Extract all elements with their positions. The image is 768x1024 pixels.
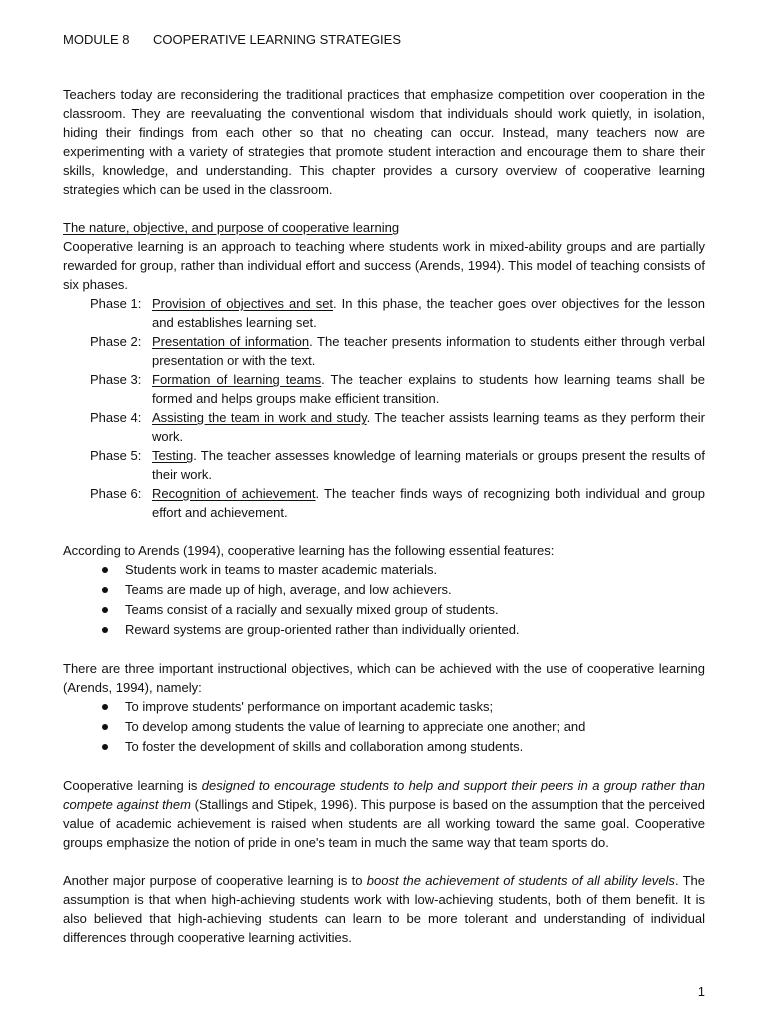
phase-description: . The teacher explains to students how learning teams shall be formed and helps groups make efficient transition. [152, 372, 705, 406]
purpose-paragraph-2: Another major purpose of cooperative learning is to boost the achievement of students of all ability levels. The assumption is that when high-achieving students work with low-achieving students, both of them benefit. It is also believed that high-achieving students can learn to be more tolerant and understanding of individual differences through cooperative learning activities. [63, 873, 705, 945]
phase-name: Assisting the team in work and study [152, 410, 367, 425]
document-page [63, 30, 705, 947]
phase-name: Formation of learning teams [152, 372, 322, 387]
phase-name: Provision of objectives and set [152, 296, 334, 311]
features-list [63, 560, 705, 640]
phase-label: Phase 2: [90, 334, 142, 349]
list-item: To develop among students the value of learning to appreciate one another; and [63, 717, 705, 737]
phase-label: Phase 4: [90, 410, 142, 425]
list-item: To improve students' performance on important academic tasks; [63, 697, 705, 717]
intro-paragraph: Teachers today are reconsidering the traditional practices that emphasize competition over cooperation in the classroom. They are reevaluating the conventional wisdom that individuals should work quietly, in isolation, hiding their findings from each other so that no cheating can occur. Instead, many teachers now are experimenting with a variety of strategies that promote student interaction and encourage them to share their skills, knowledge, and understanding. This chapter provides a cursory overview of cooperative learning strategies which can be used in the classroom. [63, 87, 705, 197]
objectives-list [63, 697, 705, 757]
emphasis-text: boost the achievement of students of all ability levels [366, 873, 675, 888]
phase-description: . In this phase, the teacher goes over objectives for the lesson and establishes learning set. [152, 296, 705, 330]
phase-item [63, 294, 705, 332]
phase-name: Recognition of achievement [152, 486, 316, 501]
phase-item [63, 332, 705, 370]
phase-label: Phase 3: [90, 372, 142, 387]
phase-item [63, 408, 705, 446]
phase-name: Presentation of information [152, 334, 310, 349]
phase-list [63, 294, 705, 522]
emphasis-text: designed to encourage students to help and support their peers in a group rather than compete against them [63, 778, 705, 812]
phase-description: . The teacher finds ways of recognizing both individual and group effort and achievement. [152, 486, 705, 520]
purpose-paragraph-1: Cooperative learning is designed to encourage students to help and support their peers in a group rather than compete against them (Stallings and Stipek, 1996). This purpose is based on the assumption that the perceived value of academic achievement is raised when students are all working toward the same goal. Cooperative groups emphasize the notion of pride in one's team in much the same way that team sports do. [63, 778, 706, 850]
list-item: Reward systems are group-oriented rather than individually oriented. [63, 620, 705, 640]
phase-name: Testing [152, 448, 194, 463]
phase-description: . The teacher assists learning teams as they perform their work. [152, 410, 705, 444]
phase-description: . The teacher assesses knowledge of learning materials or groups present the results of their work. [152, 448, 705, 482]
phase-label: Phase 6: [90, 486, 142, 501]
module-header [63, 30, 705, 49]
list-item: To foster the development of skills and collaboration among students. [63, 737, 705, 757]
list-item: Students work in teams to master academic materials. [63, 560, 705, 580]
phase-item [63, 370, 705, 408]
features-intro: According to Arends (1994), cooperative learning has the following essential features: [63, 543, 555, 558]
phase-item [63, 446, 705, 484]
phase-label: Phase 1: [90, 296, 142, 311]
list-item: Teams are made up of high, average, and low achievers. [63, 580, 705, 600]
module-title: COOPERATIVE LEARNING STRATEGIES [153, 32, 402, 47]
phase-description: . The teacher presents information to students either through verbal presentation or with the text. [152, 334, 705, 368]
objectives-intro: There are three important instructional objectives, which can be achieved with the use of cooperative learning (Arends, 1994), namely: [63, 661, 705, 695]
module-number: MODULE 8 [63, 32, 130, 47]
section-heading: The nature, objective, and purpose of cooperative learning [63, 220, 400, 235]
phase-item [63, 484, 705, 522]
section-paragraph: Cooperative learning is an approach to teaching where students work in mixed-ability groups and are partially rewarded for group, rather than individual effort and success (Arends, 1994). This model of teaching consists of six phases. [63, 239, 705, 292]
list-item: Teams consist of a racially and sexually mixed group of students. [63, 600, 705, 620]
page-number: 1 [697, 984, 705, 999]
phase-label: Phase 5: [90, 448, 142, 463]
